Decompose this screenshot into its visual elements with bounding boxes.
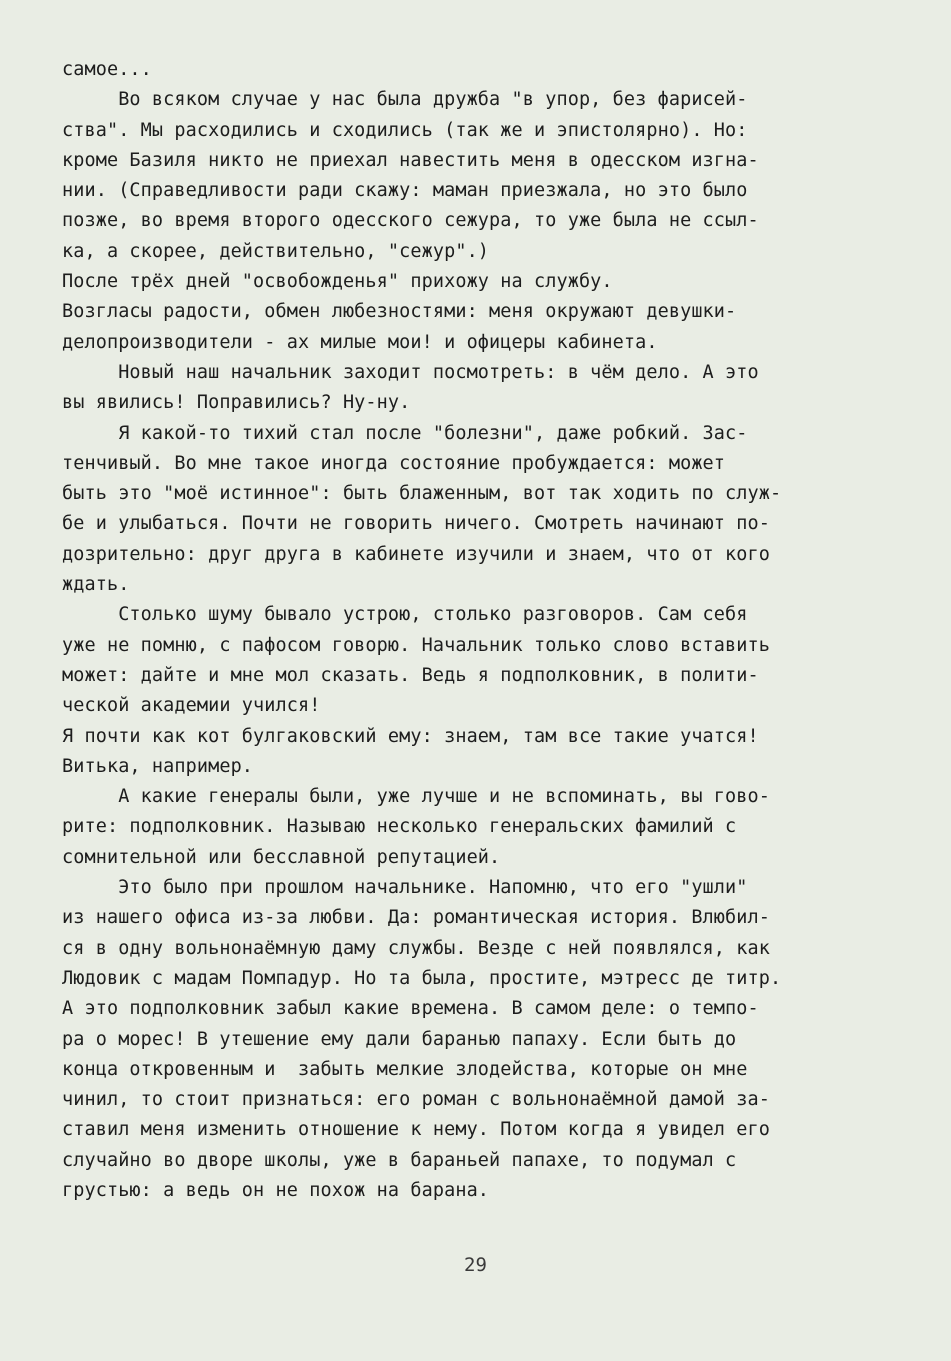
- text-line: случайно во дворе школы, уже в бараньей папахе, то подумал с: [62, 1149, 737, 1171]
- text-line: Это было при прошлом начальнике. Напомню, что его "ушли": [62, 877, 748, 899]
- text-line: Во всяком случае у нас была дружба "в упор, без фарисей-: [62, 89, 748, 111]
- text-line: А это подполковник забыл какие времена. В самом деле: о темпо-: [62, 998, 759, 1020]
- text-line: дозрительно: друг друга в кабинете изучили и знаем, что от кого: [62, 543, 770, 565]
- text-line: кроме Базиля никто не приехал навестить меня в одесском изгна-: [62, 149, 759, 171]
- text-line: Я какой-то тихий стал после "болезни", даже робкий. Зас-: [62, 422, 748, 444]
- text-line: рите: подполковник. Называю несколько генеральских фамилий с: [62, 816, 737, 838]
- text-line: ческой академии учился!: [62, 695, 321, 717]
- text-line: ства". Мы расходились и сходились (так же и эпистолярно). Но:: [62, 119, 748, 141]
- text-line: Новый наш начальник заходит посмотреть: в чём дело. А это: [62, 361, 759, 383]
- text-line: быть это "моё истинное": быть блаженным, вот так ходить по служ-: [62, 483, 782, 505]
- text-line: Возгласы радости, обмен любезностями: меня окружают девушки-: [62, 301, 737, 323]
- text-line: уже не помню, с пафосом говорю. Начальник только слово вставить: [62, 634, 770, 656]
- text-line: делопроизводители - ах милые мои! и офицеры кабинета.: [62, 331, 658, 353]
- text-line: позже, во время второго одесского сежура, то уже была не ссыл-: [62, 210, 759, 232]
- text-line: Витька, например.: [62, 755, 254, 777]
- text-line: ся в одну вольнонаёмную даму службы. Везде с ней появлялся, как: [62, 937, 770, 959]
- text-line: Людовик с мадам Помпадур. Но та была, простите, мэтресс де титр.: [62, 967, 782, 989]
- text-line: Столько шуму бывало устрою, столько разговоров. Сам себя: [62, 604, 748, 626]
- text-line: самое...: [62, 59, 152, 80]
- text-line: тенчивый. Во мне такое иногда состояние пробуждается: может: [62, 452, 726, 474]
- text-line: бе и улыбаться. Почти не говорить ничего. Смотреть начинают по-: [62, 513, 770, 535]
- text-line: А какие генералы были, уже лучше и не вспоминать, вы гово-: [62, 786, 770, 808]
- text-line: нии. (Справедливости ради скажу: маман приезжала, но это было: [62, 180, 748, 202]
- text-line: вы явились! Поправились? Ну-ну.: [62, 392, 411, 414]
- text-line: После трёх дней "освобожденья" прихожу на службу.: [62, 271, 613, 293]
- text-line: ждать.: [62, 574, 130, 596]
- text-line: конца откровенным и забыть мелкие злодейства, которые он мне: [62, 1058, 748, 1080]
- page-number: 29: [464, 1254, 487, 1276]
- text-line: может: дайте и мне мол сказать. Ведь я подполковник, в полити-: [62, 664, 759, 686]
- text-line: сомнительной или бесславной репутацией.: [62, 846, 501, 868]
- body-text: [62, 55, 872, 1206]
- text-line: ка, а скорее, действительно, "сежур".): [62, 240, 490, 262]
- text-line: из нашего офиса из-за любви. Да: романтическая история. Влюбил-: [62, 907, 770, 929]
- text-line: ра о морес! В утешение ему дали баранью папаху. Если быть до: [62, 1028, 737, 1050]
- text-line: Я почти как кот булгаковский ему: знаем, там все такие учатся!: [62, 725, 759, 747]
- text-line: чинил, то стоит признаться: его роман с вольнонаёмной дамой за-: [62, 1089, 770, 1111]
- text-line: грустью: а ведь он не похож на барана.: [62, 1179, 490, 1201]
- text-line: ставил меня изменить отношение к нему. Потом когда я увидел его: [62, 1119, 770, 1141]
